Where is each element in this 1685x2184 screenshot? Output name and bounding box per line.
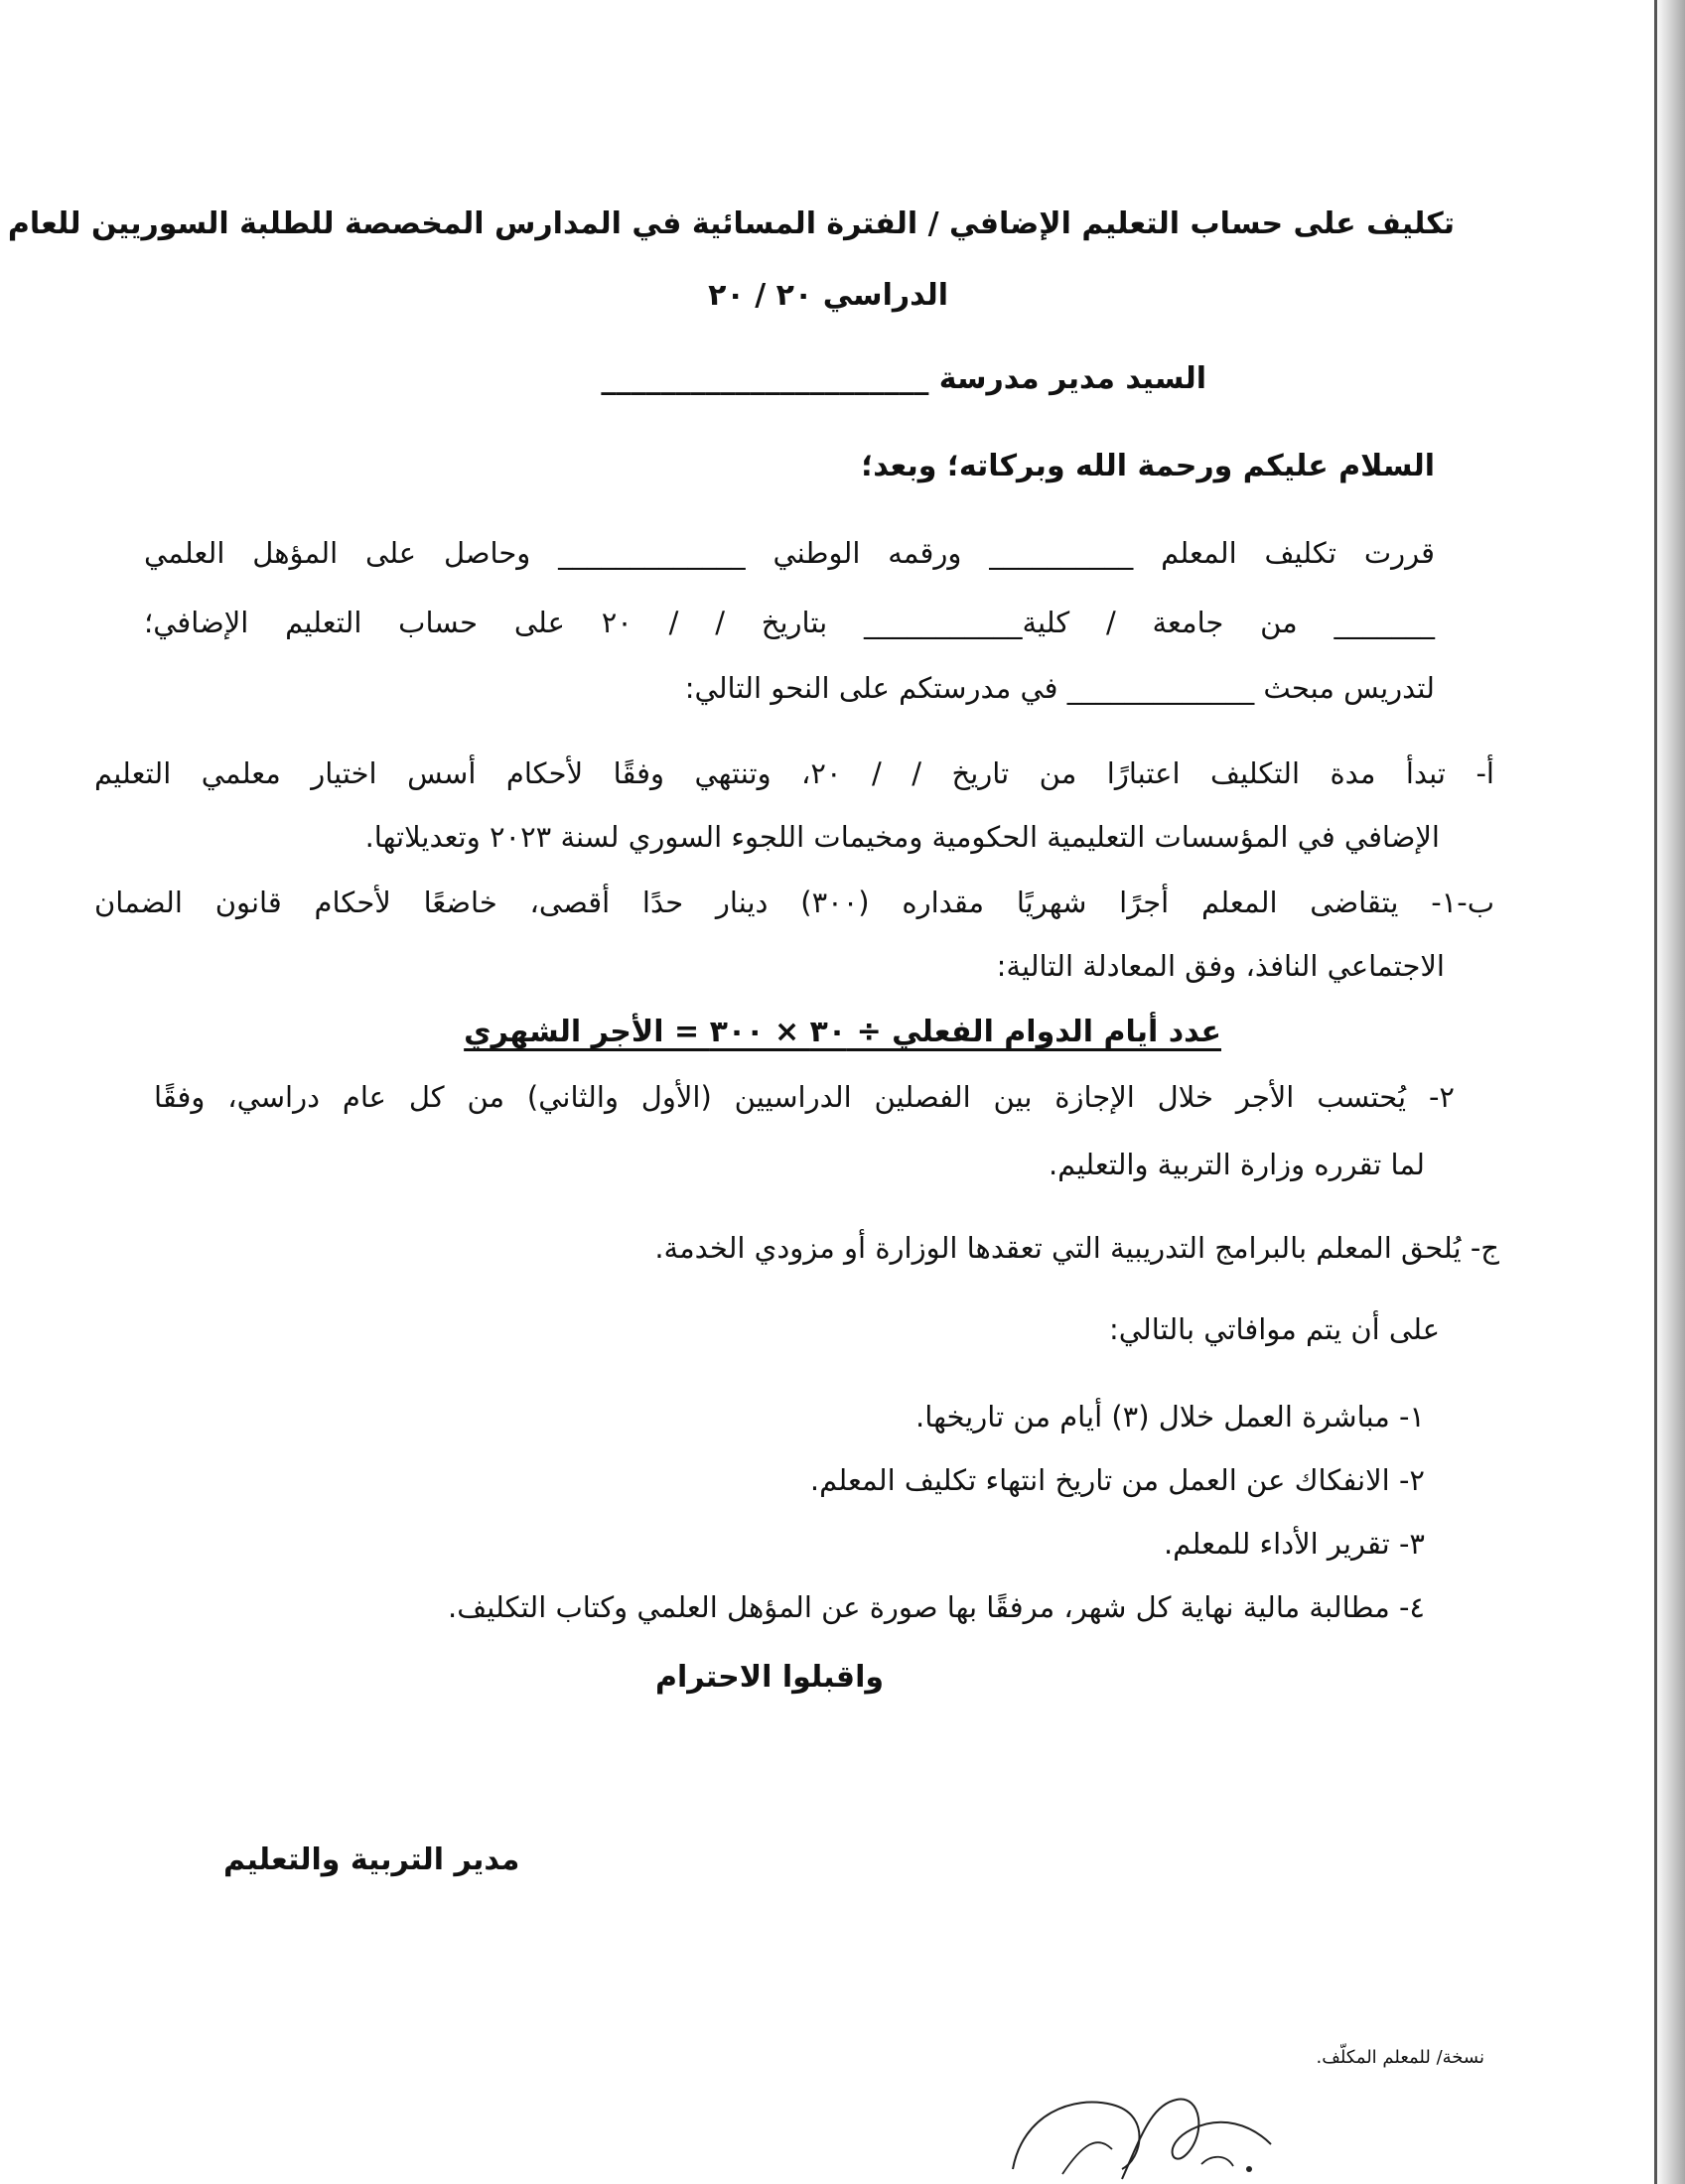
scan-edge-line (1654, 0, 1657, 2184)
clause-b2-line2: لما تقرره وزارة التربية والتعليم. (1048, 1148, 1425, 1181)
clause-b1-line2: الاجتماعي النافذ، وفق المعادلة التالية: (996, 949, 1445, 983)
clause-b2-line1: ٢- يُحتسب الأجر خلال الإجازة بين الفصلين الدراسيين (الأول والثاني) من كل عام دراسي، وفقًا (154, 1080, 1455, 1114)
decision-line2: _______ من جامعة / كلية___________ بتاريخ / / ٢٠ على حساب التعليم الإضافي؛ (144, 606, 1435, 639)
handwritten-signature (1003, 2075, 1281, 2184)
clause-a-line1: أ- تبدأ مدة التكليف اعتبارًا من تاريخ / / ٢٠، وتنتهي وفقًا لأحكام أسس اختيار معلمي التعليم (94, 756, 1494, 790)
greeting: السلام عليكم ورحمة الله وبركاته؛ وبعد؛ (861, 449, 1435, 483)
document-title-line2: الدراسي ٢٠ / ٢٠ (708, 278, 948, 313)
signatory-title: مدير التربية والتعليم (223, 1843, 520, 1877)
copy-note: نسخة/ للمعلم المكلّف. (1316, 2047, 1484, 2068)
clause-b1-line1: ب-١- يتقاضى المعلم أجرًا شهريًا مقداره (٣٠٠) دينار حدًا أقصى، خاضعًا لأحكام قانون الضمان (94, 886, 1495, 919)
document-title-line1: تكليف على حساب التعليم الإضافي / الفترة المسائية في المدارس المخصصة للطلبة السوريين للعام (7, 206, 1455, 241)
decision-line1: قررت تكليف المعلم __________ ورقمه الوطني _____________ وحاصل على المؤهل العلمي (144, 536, 1435, 570)
condition-item: ١- مباشرة العمل خلال (٣) أيام من تاريخها. (915, 1400, 1425, 1433)
scan-page-edge (1655, 0, 1685, 2184)
condition-item: ٣- تقرير الأداء للمعلم. (1163, 1527, 1425, 1561)
condition-item: ٤- مطالبة مالية نهاية كل شهر، مرفقًا بها صورة عن المؤهل العلمي وكتاب التكليف. (448, 1590, 1425, 1624)
decision-line3: لتدريس مبحث _____________ في مدرستكم على النحو التالي: (684, 671, 1435, 705)
salary-formula: عدد أيام الدوام الفعلي ÷ ٣٠ × ٣٠٠ = الأجر الشهري (464, 1015, 1221, 1049)
closing-line: واقبلوا الاحترام (654, 1660, 884, 1695)
clause-a-line2: الإضافي في المؤسسات التعليمية الحكومية ومخيمات اللجوء السوري لسنة ٢٠٢٣ وتعديلاتها. (364, 820, 1440, 854)
clause-c: ج- يُلحق المعلم بالبرامج التدريبية التي تعقدها الوزارة أو مزودي الخدمة. (654, 1231, 1499, 1265)
condition-item: ٢- الانفكاك عن العمل من تاريخ انتهاء تكليف المعلم. (809, 1463, 1425, 1497)
recipient-line: السيد مدير مدرسة ______________________ (601, 361, 1206, 396)
conditions-intro: على أن يتم موافاتي بالتالي: (1108, 1312, 1440, 1346)
